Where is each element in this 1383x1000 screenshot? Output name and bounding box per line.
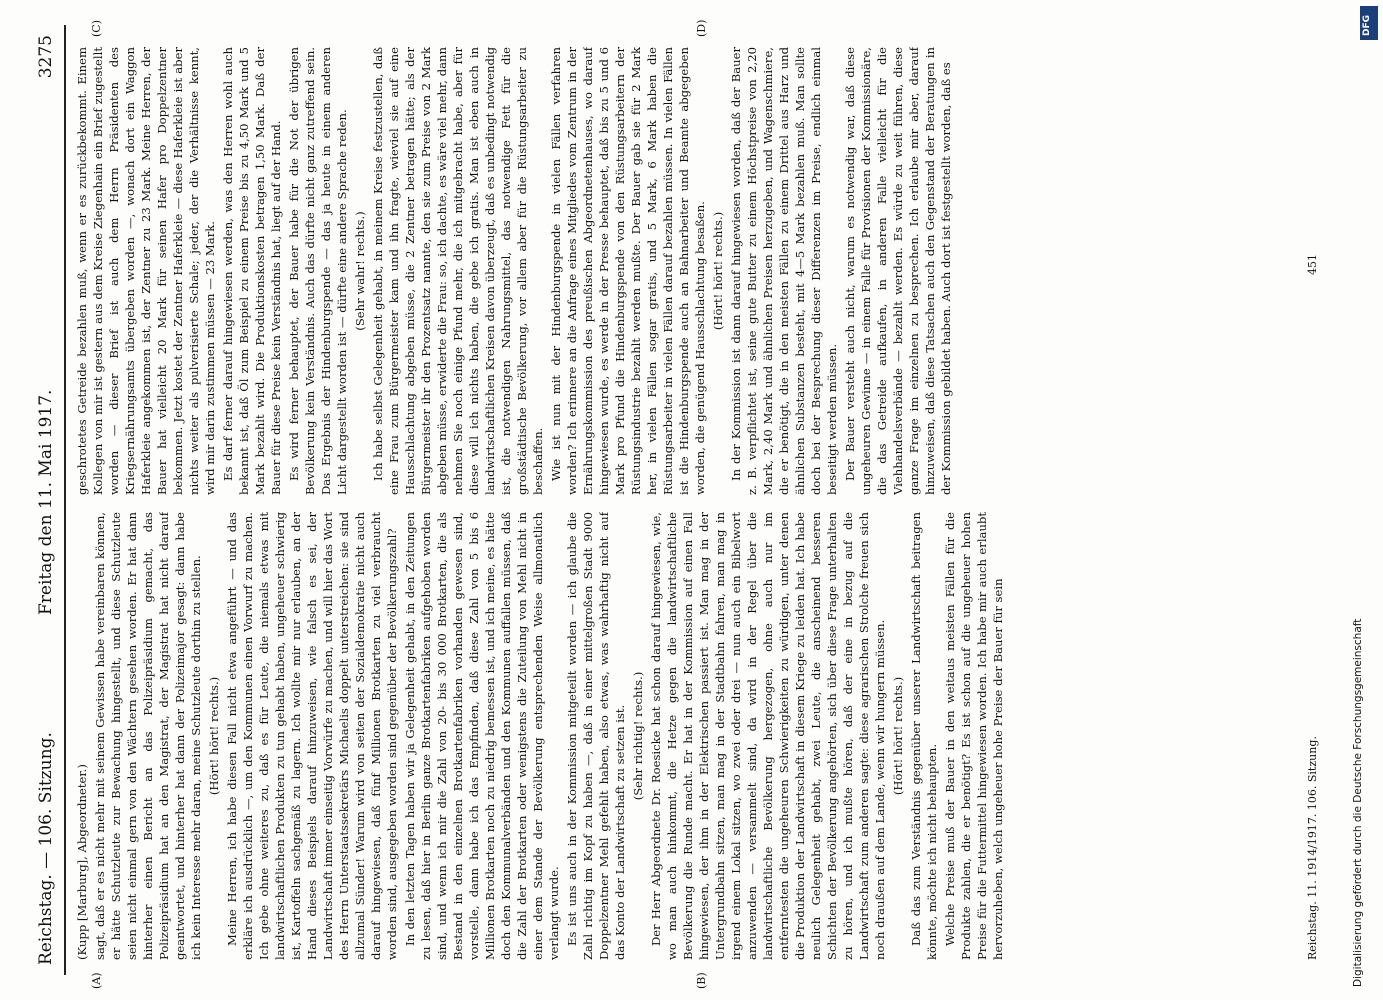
interjection: (Sehr richtig! rechts.) (631, 671, 645, 801)
paragraph: Wie ist nun mit der Hindenburgspende in vielen Fällen verfahren worden? Ich erinnere an die Anfrage eines Mitgliedes vom Zentrum in der Ernährungskommission des preußischen Abgeordnetenhauses, wo darauf hingewiesen wurde, es werde in der Presse behauptet, daß bis zu 5 und 6 Mark pro Pfund die Hindenburgspende von den Rüstungsarbeitern der Rüstungsindustrie bezahlt werden mußte. Der Bauer gab sie für 2 Mark her, in vielen Fällen sogar gratis, und 5 Mark, 6 Mark haben die Rüstungsarbeiter in vielen Fällen darauf bezahlen müssen. In vielen Fällen ist die Hindenburgspende auch an Bahnarbeiter und Beamte abgegeben worden, die genügend Hausschlachtung besaßen. (549, 47, 707, 495)
margin-marker-a: (A) (90, 972, 103, 989)
paragraph: geschrotetes Getreide bezahlen muß, wenn er es zurückbekommt. Einem Kollegen von mir ist gestern aus dem Kreise Ziegenhain ein Brief zugestellt worden — dieser Brief ist auch dem Herrn Präsidenten des Kriegsernährungsamts übergeben worden —, wonach dort ein Waggon Haferkleie angekommen ist, der Zentner zu 23 Mark. Meine Herren, der Bauer hat vielleicht 20 Mark für seinen Hafer pro Doppelzentner bekommen. Jetzt kostet der Zentner Haferkleie — diese Haferkleie ist aber nichts weiter als pulverisierte Schale; jeder, der die Verhältnisse kennt, wird mir darin zustimmen müssen — 23 Mark. (75, 47, 217, 495)
digitization-credit-text: Digitalisierung gefördert durch die Deutsche Forschungsgemeinschaft (1352, 618, 1364, 987)
paragraph: Daß das zum Verständnis gegenüber unserer Landwirtschaft beitragen könnte, möchte ich nicht behaupten. (909, 512, 939, 960)
paragraph: Der Bauer versteht auch nicht, warum es notwendig war, daß diese ungeheuren Gewinne — in einem Falle für Provisionen der Kommissionäre, die das Getreide aufkaufen, in anderen Falle vielleicht für die Viehhandelsverbände — bezahlt werden. Es würde zu weit führen, diese ganze Frage im einzelnen zu besprechen. Ich erlaube mir aber, darauf hinzuweisen, daß diese Tatsachen auch den Gegenstand der Beratungen in der Kommission gebildet haben. Auch dort ist festgestellt worden, daß es (843, 47, 953, 495)
left-column (74, 512, 1304, 960)
paragraph: Es darf ferner darauf hingewiesen werden, was den Herren wohl auch bekannt ist, daß Öl zum Beispiel zu einem Preise bis zu 4,50 Mark und 5 Mark bezahlt wird. Die Produktionskosten betragen 1,50 Mark. Daß der Bauer für diese Preise kein Verständnis hat, liegt auf der Hand. (221, 47, 283, 495)
dfg-logo-text: DFG (1362, 14, 1372, 36)
interjection: (Sehr wahr! rechts.) (353, 211, 367, 331)
paragraph: Es ist uns auch in der Kommission mitgeteilt worden — ich glaube die Zahl richtig im Kopf zu haben —, daß in einer mittelgroßen Stadt 9000 Doppelzentner Mehl gefehlt haben, also etwas, was wahrhaftig nicht auf das Konto der Landwirtschaft zu setzen ist. (565, 512, 627, 960)
margin-marker-c: (C) (90, 20, 103, 37)
paragraph: In den letzten Tagen haben wir ja Gelegenheit gehabt, in den Zeitungen zu lesen, daß hier in Berlin ganze Brotkartenfabriken aufgehoben worden sind, und wenn ich mir die Zahl von 20- bis 30 000 Brotkarten, die als Bestand in den einzelnen Brotkartenfabriken vorhanden gewesen sind, vorstelle, dann habe ich das Empfinden, daß diese Zahl von 5 bis 6 Millionen Brotkarten noch zu niedrig bemessen ist, und ich meine, es hätte doch den Kommunalverbänden und den Kommunen auffallen müssen, daß die Zahl der Brotkarten oder wenigstens die Zuteilung von Mehl nicht in einer dem Stande der Bevölkerung entsprechenden Weise allmonatlich verlangt wurde. (403, 512, 561, 960)
interjection: (Hört! hört! rechts.) (891, 676, 905, 796)
header-page-number: 3275 (36, 35, 56, 79)
paragraph: Ich habe selbst Gelegenheit gehabt, in meinem Kreise festzustellen, daß eine Frau zum Bürgermeister kam und ihn fragte, wieviel sie auf eine Hausschlachtung abgeben müsse, die 2 Zentner betragen hätte; als der Bürgermeister ihr den Prozentsatz nannte, den sie zum Preise von 2 Mark abgeben müsse, erwiderte die Frau: so, ich dachte, es wäre viel mehr, dann nehmen Sie noch einige Pfund mehr, die ich mitgebracht habe, aber für diese will ich nichts haben, die gebe ich gratis. Man ist eben auch in landwirtschaftlichen Kreisen davon überzeugt, daß es unbedingt notwendig ist, die notwendigen Nahrungsmittel, das notwendige Fett für die großstädtische Bevölkerung, vor allem aber für die Rüstungsarbeiter zu beschaffen. (371, 47, 545, 495)
footer-signature: Reichstag. 11. 1914/1917. 106. Sitzung. (1306, 736, 1319, 960)
interjection: (Hört! hört! rechts.) (207, 676, 221, 796)
right-column (74, 47, 1304, 495)
paragraph: In der Kommission ist dann darauf hingewiesen worden, daß der Bauer z. B. verpflichtet ist, seine gute Butter zu einem Höchstpreise von 2,20 Mark, 2,40 Mark und ähnlichen Preisen herzugeben, und Wagenschmiere, die er benötigt, die in den meisten Fällen zu einem Drittel aus Harz und ähnlichen Substanzen besteht, mit 4—5 Mark bezahlen muß. Man sollte doch bei der Besprechung dieser Differenzen im Preise, endlich einmal beseitigt werden müssen. (729, 47, 839, 495)
paragraph: Meine Herren, ich habe diesen Fall nicht etwa angeführt — und das erkläre ich ausdrücklich —, um den Kommunen einen Vorwurf zu machen. Ich gebe ohne weiteres zu, daß es für Leute, die niemals etwas mit landwirtschaftlichen Produkten zu tun gehabt haben, ungeheuer schwierig ist, Kartoffeln sachgemäß zu lagern. Ich wollte mir nur erlauben, an der Hand dieses Beispiels darauf hinzuweisen, wie falsch es sei, der Landwirtschaft immer einseitig Vorwürfe zu machen, und will hier das Wort des Herrn Unterstaatssekretärs Michaelis doppelt unterstreichen: sie sind allzumal Sünder! Warum wird von seiten der Sozialdemokratie nicht auch darauf hingewiesen, daß fünf Millionen Brotkarten zu viel verbraucht worden sind, ausgegeben worden sind gegenüber der Bevölkerungszahl? (225, 512, 399, 960)
page-header (30, 25, 66, 975)
header-session-title: Reichstag. — 106. Sitzung. (36, 732, 56, 965)
dfg-logo (1360, 6, 1378, 40)
interjection: (Hört! hört! rechts.) (711, 211, 725, 331)
digitization-credit (1348, 12, 1378, 987)
paragraph: Der Herr Abgeordnete Dr. Roesicke hat schon darauf hingewiesen, wie, wo man auch hinkommt, die Hetze gegen die landwirtschaftliche Bevölkerung die Runde macht. Er hat in der Kommission auf einen Fall hingewiesen, der ihm in der Elektrischen passiert ist. Man mag in der Untergrundbahn sitzen, man mag in der Stadtbahn fahren, man mag in irgend einem Lokal sitzen, wo zwei oder drei — nun auch ein Bibelwort anzuwenden — versammelt sind, da wird in der Regel über die landwirtschaftliche Bevölkerung hergezogen, ohne auch nur im entferntesten die ungeheuren Schwierigkeiten zu würdigen, unter denen die Produktion der Landwirtschaft in diesem Kriege zu leiden hat. Ich habe neulich Gelegenheit gehabt, zwei Leute, die anscheinend besseren Schichten der Bevölkerung angehörten, sich über diese Frage unterhalten zu hören, und ich mußte hören, daß der eine in bezug auf die Landwirtschaft zum anderen sagte: diese agrarischen Strolche freuen sich noch draußen auf dem Lande, wenn wir hungern müssen. (649, 512, 887, 960)
margin-marker-d: (D) (695, 19, 708, 37)
paragraph: Es wird ferner behauptet, der Bauer habe für die Not der übrigen Bevölkerung kein Verständnis. Auch das dürfte nicht ganz zutreffend sein. Das Ergebnis der Hindenburgspende — das ja heute in einem anderen Licht dargestellt worden ist — dürfte eine andere Sprache reden. (287, 47, 349, 495)
footer-sheet-number: 451 (1306, 254, 1319, 275)
margin-marker-b: (B) (695, 972, 708, 989)
paragraph: sagt, daß er es nicht mehr mit seinem Gewissen habe vereinbaren können, er hätte Schutzleute zur Bewachung hingestellt, und diese Schutzleute seien nicht einmal gern von den Wächtern gesehen worden. Er hat dann hinterher einen Bericht an das Polizeipräsidium gemacht, das Polizeipräsidium hat an den Magistrat, der Magistrat hat nicht darauf geantwortet, und hinterher hat dann der Polizeimajor gesagt: dann habe ich kein Interesse mehr daran, meine Schutzleute dorthin zu stellen. (93, 512, 203, 960)
header-rule (64, 25, 66, 975)
header-date: Freitag den 11. Mai 1917. (36, 389, 56, 615)
paragraph: Welche Preise muß der Bauer in den weitaus meisten Fällen für die Produkte zahlen, die er benötigt? Es ist schon auf die ungeheuer hohen Preise für die Futtermittel hingewiesen worden. Ich habe mir auch erlaubt hervorzuheben, welch ungeheuer hohe Preise der Bauer für sein (943, 512, 1005, 960)
paragraph: (Kupp [Marburg], Abgeordneter.) (75, 764, 89, 960)
